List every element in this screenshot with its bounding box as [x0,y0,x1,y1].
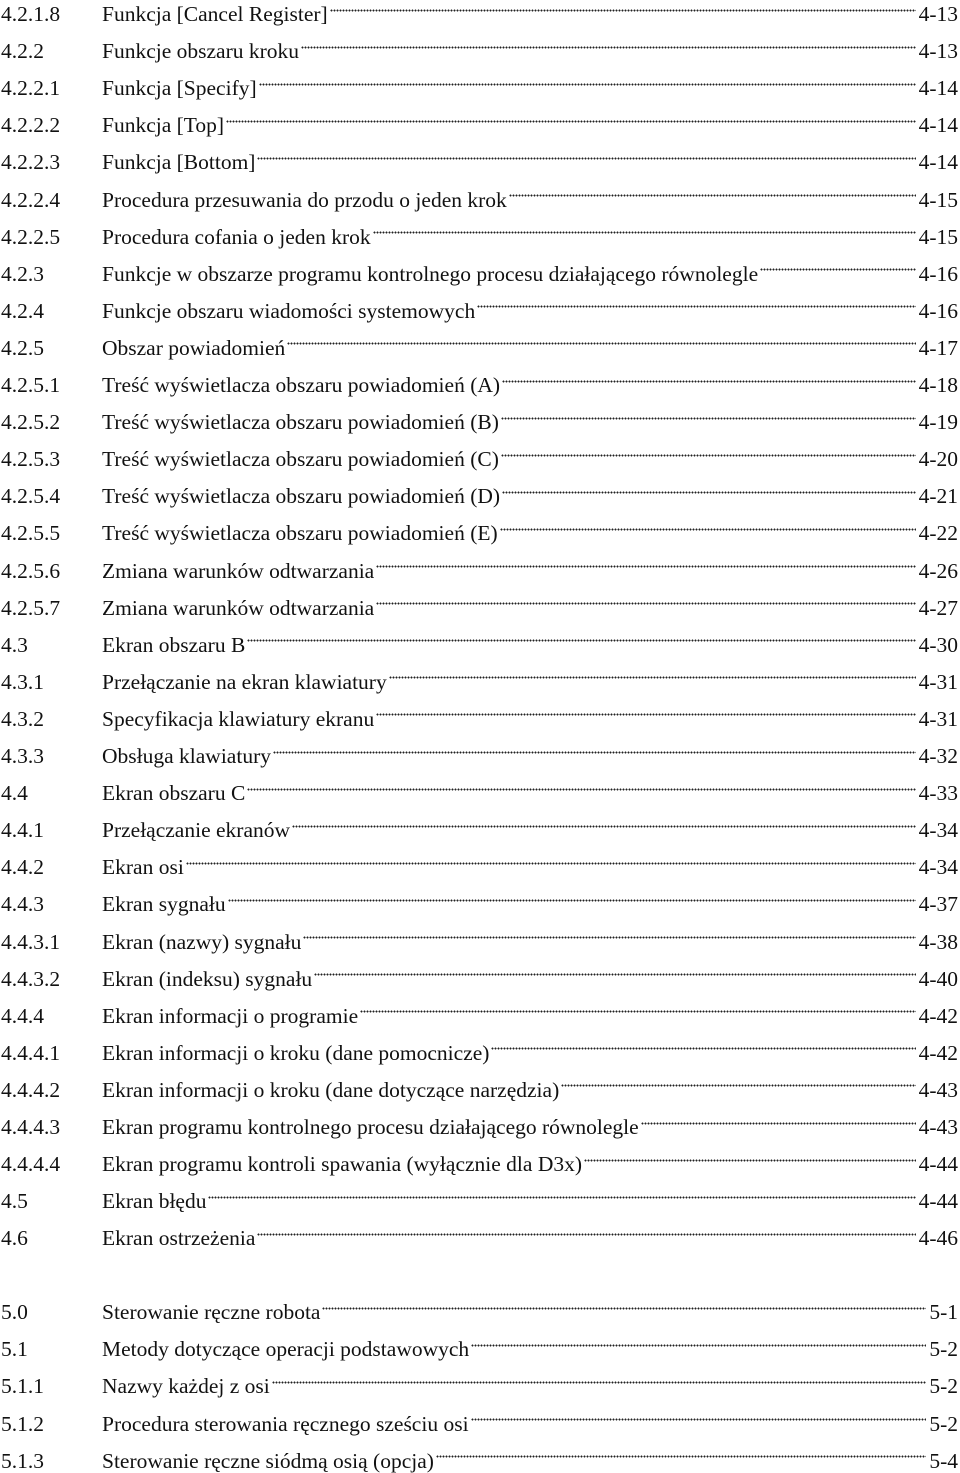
toc-entry-number: 4.3.2 [1,706,44,731]
toc-entry-page: 4-31 [918,706,958,731]
toc-entry-title: Funkcje w obszarze programu kontrolnego procesu działającego równolegle [102,261,759,286]
toc-entry-number: 4.2.1.8 [1,2,61,26]
toc-entry-title: Obsługa klawiatury [102,744,271,768]
toc-entry-title: Przełączanie ekranów [102,818,291,843]
toc-entry-title: Treść wyświetlacza obszaru powiadomień (A) [102,373,501,397]
toc-entry-page: 4-21 [918,484,958,509]
toc-entry-title: Specyfikacja klawiatury ekranu [102,706,375,731]
toc-entry-page: 5-2 [929,1337,958,1362]
toc-entry-title: Treść wyświetlacza obszaru powiadomień (D) [102,484,501,509]
toc-entry-title: Sterowanie ręczne siódmą osią (opcja) [102,1448,434,1473]
toc-entry-title: Ekran (indeksu) sygnału [102,966,313,991]
dot-leader [273,748,916,756]
toc-entry-number: 4.2.5 [1,335,44,360]
toc-entry[interactable] [0,699,958,731]
toc-entry-page: 4-22 [918,521,958,546]
toc-entry-title: Ekran programu kontroli spawania (wyłącznie dla D3x) [102,1152,583,1177]
toc-entry-title: Ekran obszaru C [102,781,246,806]
dot-leader [272,1378,927,1386]
toc-entry-title: Funkcja [Top] [102,113,225,138]
dot-leader [287,340,915,348]
toc-entry-number: 4.4.1 [1,818,44,843]
toc-entry[interactable] [0,588,958,620]
toc-entry[interactable] [0,1292,958,1324]
toc-entry-title: Funkcje obszaru kroku [102,39,300,64]
dot-leader [208,1193,915,1201]
toc-entry-page: 4-20 [918,447,958,472]
toc-entry-title: Procedura cofania o jeden krok [102,224,371,249]
toc-entry-title: Ekran sygnału [102,892,226,917]
toc-entry[interactable] [0,996,958,1028]
toc-entry-page: 5-1 [929,1300,958,1324]
dot-leader [373,229,916,237]
dot-leader [228,896,916,904]
toc-entry[interactable] [0,1107,958,1139]
toc-entry-page: 5-2 [929,1374,958,1399]
toc-entry[interactable] [0,736,958,768]
dot-leader [186,859,916,867]
toc-entry-number: 4.2.5.2 [1,410,61,435]
toc-entry-number: 4.4 [1,781,28,806]
toc-entry-title: Ekran informacji o kroku (dane dotyczące narzędzia) [102,1077,560,1102]
dot-leader [491,1045,915,1053]
toc-entry-number: 4.2.4 [1,298,44,323]
toc-entry[interactable] [0,217,958,249]
dot-leader [257,1230,915,1238]
dot-leader [500,525,916,533]
toc-entry-title: Ekran programu kontrolnego procesu działającego równolegle [102,1115,639,1139]
dot-leader [471,1416,927,1424]
dot-leader [322,1304,926,1312]
toc-entry-page: 4-14 [918,150,958,175]
toc-entry-title: Procedura przesuwania do przodu o jeden krok [102,187,507,212]
toc-entry[interactable] [0,1181,958,1213]
toc-entry-number: 4.2.2.2 [1,113,61,138]
toc-entry-title: Ekran (nazwy) sygnału [102,929,302,954]
toc-entry-number: 4.6 [1,1226,28,1251]
toc-entry-number: 5.0 [1,1300,28,1324]
dot-leader [584,1156,916,1164]
toc-entry-number: 4.5 [1,1189,28,1214]
toc-entry[interactable] [0,959,958,991]
toc-entry-page: 4-16 [918,298,958,323]
toc-entry-title: Funkcja [Bottom] [102,150,256,175]
toc-entry-page: 4-14 [918,76,958,101]
toc-entry-title: Procedura sterowania ręcznego sześciu osi [102,1411,469,1436]
toc-entry-page: 4-37 [918,892,958,917]
toc-entry-page: 4-16 [918,261,958,286]
toc-entry-title: Funkcja [Specify] [102,76,257,101]
dot-leader [509,192,916,200]
toc-entry[interactable] [0,0,958,26]
toc-entry-title: Funkcje obszaru wiadomości systemowych [102,298,476,323]
toc-entry-page: 4-40 [918,966,958,991]
toc-entry-page: 5-4 [929,1448,958,1473]
toc-entry-number: 4.4.3 [1,892,44,917]
toc-entry[interactable] [0,180,958,212]
toc-entry[interactable] [0,1070,958,1102]
toc-entry-page: 4-26 [918,558,958,583]
toc-entry-number: 4.4.2 [1,855,44,880]
dot-leader [502,488,916,496]
dot-leader [376,711,915,719]
toc-entry[interactable] [0,513,958,545]
toc-entry-page: 4-38 [918,929,958,954]
toc-entry-page: 4-15 [918,224,958,249]
toc-entry[interactable] [0,810,958,842]
dot-leader [376,563,915,571]
toc-entry-page: 4-46 [918,1226,958,1251]
toc-entry-page: 4-42 [918,1040,958,1065]
toc-entry-title: Zmiana warunków odtwarzania [102,558,375,583]
toc-entry-number: 4.2.5.6 [1,558,61,583]
toc-entry-title: Ekran informacji o programie [102,1003,359,1028]
toc-entry[interactable] [0,847,958,879]
dot-leader [502,377,916,385]
toc-entry-page: 4-43 [918,1115,958,1139]
dot-leader [477,303,915,311]
toc-entry-page: 4-13 [918,39,958,64]
toc-entry[interactable] [0,254,958,286]
toc-entry-title: Treść wyświetlacza obszaru powiadomień (B) [102,410,499,435]
toc-entry[interactable] [0,773,958,805]
toc-entry-title: Obszar powiadomień [102,335,286,360]
toc-entry[interactable] [0,365,958,397]
toc-entry-page: 4-14 [918,113,958,138]
toc-entry-number: 4.2.5.5 [1,521,61,546]
toc-entry-title: Metody dotyczące operacji podstawowych [102,1337,470,1362]
toc-entry-number: 4.2.2.3 [1,150,61,175]
toc-entry-page: 4-44 [918,1189,958,1214]
toc-entry[interactable] [0,1404,958,1436]
dot-leader [330,6,916,14]
toc-entry-number: 5.1.3 [1,1448,44,1473]
toc-entry-number: 5.1.1 [1,1374,44,1399]
toc-entry-number: 5.1 [1,1337,28,1362]
toc-entry-title: Ekran informacji o kroku (dane pomocnicze) [102,1040,490,1065]
toc-entry-number: 4.2.2 [1,39,44,64]
dot-leader [314,971,915,979]
toc-entry[interactable] [0,31,958,63]
dot-leader [641,1119,916,1127]
dot-leader [360,1008,915,1016]
dot-leader [501,414,916,422]
dot-leader [259,80,916,88]
toc-entry-page: 4-19 [918,410,958,435]
toc-entry-page: 4-33 [918,781,958,806]
toc-entry-number: 4.4.4.2 [1,1077,61,1102]
toc-entry[interactable] [0,439,958,471]
toc-entry-page: 4-27 [918,595,958,620]
dot-leader [301,43,916,51]
toc-entry-number: 4.2.2.4 [1,187,61,212]
toc-entry[interactable] [0,476,958,508]
dot-leader [501,451,916,459]
toc-entry-number: 4.3.3 [1,744,44,768]
toc-entry[interactable] [0,68,958,100]
toc-entry-title: Ekran ostrzeżenia [102,1226,256,1251]
toc-entry-number: 4.2.5.4 [1,484,61,509]
toc-entry-page: 4-30 [918,632,958,657]
toc-entry[interactable] [0,1144,958,1176]
toc-entry-number: 4.2.2.1 [1,76,61,101]
toc-entry-page: 4-15 [918,187,958,212]
toc-entry[interactable] [0,1329,958,1361]
toc-entry-number: 4.4.3.1 [1,929,61,954]
toc-entry-number: 4.3 [1,632,28,657]
toc-entry-number: 4.3.1 [1,669,44,694]
toc-entry-title: Sterowanie ręczne robota [102,1300,321,1324]
toc-entry-number: 4.2.3 [1,261,44,286]
toc-entry-title: Ekran błędu [102,1189,207,1214]
toc-entry-page: 4-17 [918,335,958,360]
dot-leader [561,1082,915,1090]
toc-entry[interactable] [0,625,958,657]
toc-entry-page: 5-2 [929,1411,958,1436]
toc-entry-title: Ekran obszaru B [102,632,246,657]
toc-entry-page: 4-43 [918,1077,958,1102]
toc-entry-page: 4-34 [918,855,958,880]
toc-entry-page: 4-31 [918,669,958,694]
dot-leader [760,266,915,274]
toc-entry-page: 4-34 [918,818,958,843]
dot-leader [436,1453,926,1461]
toc-entry[interactable] [0,551,958,583]
toc-entry-number: 4.4.4.4 [1,1152,61,1177]
dot-leader [292,822,916,830]
toc-entry-number: 4.4.4.3 [1,1115,61,1139]
dot-leader [247,785,915,793]
toc-entry[interactable] [0,1033,958,1065]
toc-entry[interactable] [0,328,958,360]
toc-entry-title: Nazwy każdej z osi [102,1374,270,1399]
toc-entry-number: 5.1.2 [1,1411,44,1436]
toc-entry[interactable] [0,402,958,434]
toc-entry-title: Zmiana warunków odtwarzania [102,595,375,620]
toc-entry-page: 4-13 [918,2,958,26]
dot-leader [247,637,915,645]
toc-entry[interactable] [0,1218,958,1250]
toc-entry-number: 4.4.4.1 [1,1040,61,1065]
toc-entry[interactable] [0,922,958,954]
toc-entry[interactable] [0,884,958,916]
toc-entry-page: 4-18 [918,373,958,397]
toc-entry-title: Treść wyświetlacza obszaru powiadomień (C) [102,447,499,472]
toc-entry-number: 4.2.2.5 [1,224,61,249]
toc-entry-title: Ekran osi [102,855,184,880]
toc-entry[interactable] [0,1441,958,1473]
dot-leader [376,600,915,608]
toc-entry-number: 4.4.4 [1,1003,44,1028]
dot-leader [257,154,915,162]
toc-entry[interactable] [0,1366,958,1398]
toc-entry-number: 4.2.5.3 [1,447,61,472]
dot-leader [471,1341,926,1349]
toc-entry-title: Przełączanie na ekran klawiatury [102,669,387,694]
toc-entry-number: 4.2.5.1 [1,373,61,397]
toc-entry-number: 4.2.5.7 [1,595,61,620]
toc-entry[interactable] [0,291,958,323]
toc-entry-page: 4-44 [918,1152,958,1177]
dot-leader [226,117,915,125]
toc-entry[interactable] [0,105,958,137]
dot-leader [389,674,916,682]
toc-entry-title: Funkcja [Cancel Register] [102,2,328,26]
dot-leader [303,934,915,942]
toc-entry-page: 4-42 [918,1003,958,1028]
toc-entry[interactable] [0,662,958,694]
toc-entry-number: 4.4.3.2 [1,966,61,991]
toc-entry-title: Treść wyświetlacza obszaru powiadomień (E) [102,521,498,546]
toc-entry[interactable] [0,142,958,174]
toc-entry-page: 4-32 [918,744,958,768]
